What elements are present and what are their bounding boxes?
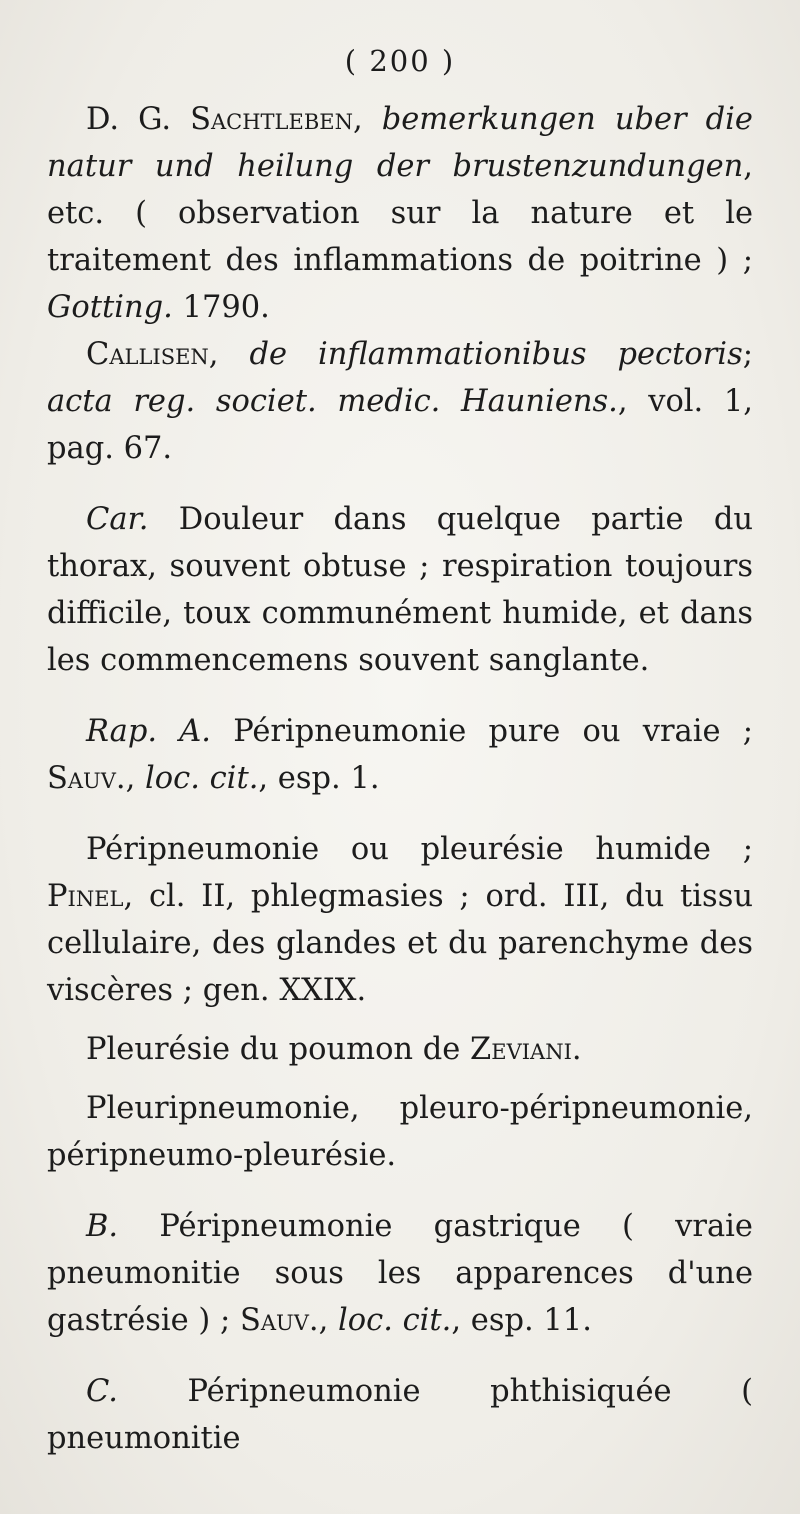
publication-year: 1790. [182,290,270,325]
reference-rest: , esp. 1. [258,761,380,796]
rapport-section [47,826,753,1014]
characteristics-paragraph [47,496,753,684]
characteristics-text: Douleur dans quelque partie du thorax, souvent obtuse ; respiration toujours difficile, toux communément humide, et dans les commencemens souvent sanglante. [47,502,753,678]
author-name: D. G. Sachtleben [86,102,353,137]
rapport-section: Rap. A. Péripneumonie pure ou vraie ; Sauv., loc. cit., esp. 1. [47,714,753,796]
bibliography-entry: Callisen, de inflammationibus pectoris; acta reg. societ. medic. Hauniens., vol. 1, pag. 67. [47,337,753,466]
reference-citation: loc. cit. [145,761,259,796]
entry-text: etc. ( observation sur la nature et le traitement des inflammations de poitrine ) ; [47,196,753,278]
rapport-section [47,1085,753,1179]
section-letter: B. [86,1209,119,1244]
reference-author: Sauv. [239,1303,319,1338]
reference-author: Sauv. [47,761,126,796]
bibliography-entry: D. G. Sachtleben, bemerkungen uber die natur und heilung der brustenzundungen, etc. ( observation sur la nature et le traitement des inflammations de poitrine ) ; Gotting. 1790. [47,102,753,325]
section-letter: A. [179,714,212,749]
rapports-label: Rap. [86,714,158,749]
reference-rest: , cl. II, phlegmasies ; ord. III, du tissu cellulaire, des glandes et du parenchyme des viscères ; gen. XXIX. [47,879,753,1008]
author-name: Callisen [86,337,209,372]
reference-author: Zeviani. [470,1032,582,1067]
section-text: Pleuripneumonie, pleuro-péripneumonie, péripneumo-pleurésie. [47,1091,753,1173]
section-text: Péripneumonie ou pleurésie humide ; [86,832,753,867]
reference-citation: loc. cit. [338,1303,452,1338]
journal-title: acta reg. societ. medic. Hauniens. [47,384,618,419]
page-number: ( 200 ) [344,44,456,78]
section-text: Péripneumonie gastrique ( vraie pneumonitie sous les apparences d'une gastrésie ) ; [47,1209,753,1338]
work-title: bemerkungen uber die natur und heilung der brustenzundungen [47,102,753,184]
rapport-section [47,1368,753,1462]
rapport-section [47,1026,753,1073]
reference-author: Pinel [47,879,124,914]
work-title: de inflammationibus pectoris [249,337,743,372]
characteristics-label: Car. [86,502,149,537]
section-text: Pleurésie du poumon de [86,1032,461,1067]
section-letter: C. [86,1374,118,1409]
rapport-section: B. Péripneumonie gastrique ( vraie pneumonitie sous les apparences d'une gastrésie ) ; Sauv., loc. cit., esp. 11. [47,1209,753,1338]
section-text: Péripneumonie phthisiquée ( pneumonitie [47,1374,753,1456]
section-text: Péripneumonie pure ou vraie ; [233,714,753,749]
publication-place: Gotting. [47,290,173,325]
page-body [47,96,753,1462]
reference-rest: , esp. 11. [451,1303,592,1338]
entry-text: , vol. 1, pag. 67. [47,384,753,466]
